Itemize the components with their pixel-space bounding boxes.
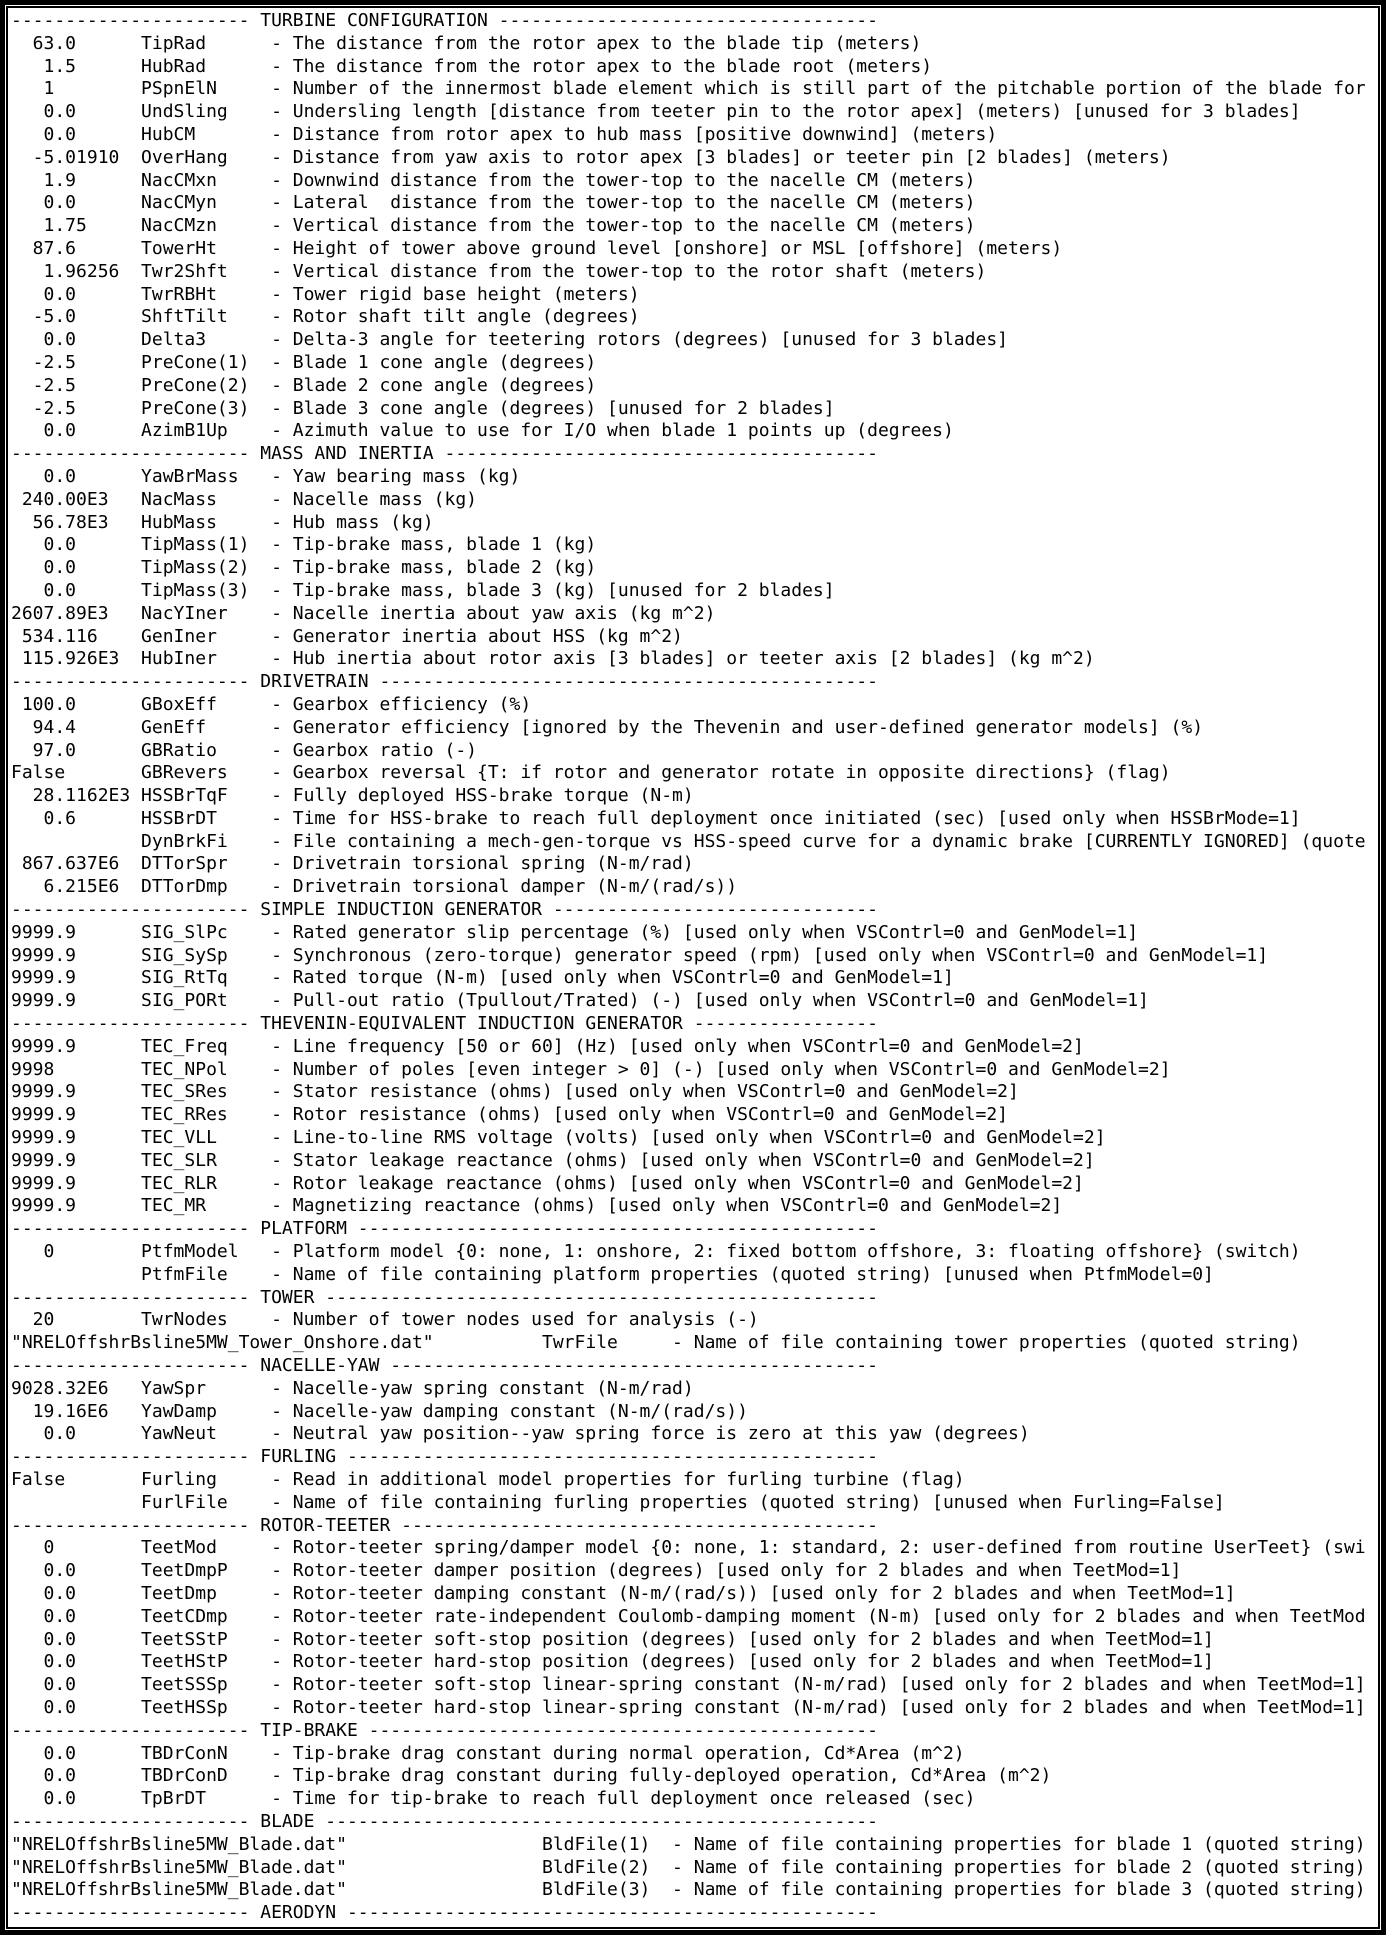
param-line: 240.00E3 NacMass - Nacelle mass (kg) [11,488,477,510]
param-line: 0 TeetMod - Rotor-teeter spring/damper model {0: none, 1: standard, 2: user-defined from routine UserTeet} (swi [11,1537,1366,1559]
param-line: 0.0 TeetCDmp - Rotor-teeter rate-independent Coulomb-damping moment (N-m) [used only for 2 blades and when TeetMod [11,1605,1366,1627]
param-line: "NRELOffshrBsline5MW_Tower_Onshore.dat" TwrFile - Name of file containing tower properties (quoted string) [11,1332,1301,1354]
param-line: 63.0 TipRad - The distance from the rotor apex to the blade tip (meters) [11,32,922,54]
param-line: 1.75 NacCMzn - Vertical distance from the tower-top to the nacelle CM (meters) [11,215,976,237]
section-header-line: ---------------------- SIMPLE INDUCTION GENERATOR ------------------------------ [11,899,878,921]
param-line: 0.0 HubCM - Distance from rotor apex to hub mass [positive downwind] (meters) [11,123,998,145]
param-line: -2.5 PreCone(1) - Blade 1 cone angle (degrees) [11,351,597,373]
param-line: 9999.9 SIG_SlPc - Rated generator slip percentage (%) [used only when VSContrl=0 and GenModel=1] [11,921,1139,943]
section-header-line: ---------------------- DRIVETRAIN ---------------------------------------------- [11,671,878,693]
param-line: "NRELOffshrBsline5MW_Blade.dat" BldFile(3) - Name of file containing properties for blade 3 (quoted string) [11,1879,1366,1901]
param-line: "NRELOffshrBsline5MW_Blade.dat" BldFile(2) - Name of file containing properties for blade 2 (quoted string) [11,1856,1366,1878]
param-line: 28.1162E3 HSSBrTqF - Fully deployed HSS-brake torque (N-m) [11,785,694,807]
param-line: 867.637E6 DTTorSpr - Drivetrain torsional spring (N-m/rad) [11,853,694,875]
param-line: 9999.9 SIG_RtTq - Rated torque (N-m) [used only when VSContrl=0 and GenModel=1] [11,967,954,989]
param-line: 0.0 TpBrDT - Time for tip-brake to reach full deployment once released (sec) [11,1788,976,1810]
param-line: False GBRevers - Gearbox reversal {T: if rotor and generator rotate in opposite directions} (flag) [11,762,1171,784]
param-line: 0.0 TwrRBHt - Tower rigid base height (meters) [11,283,640,305]
param-line: 9999.9 TEC_SRes - Stator resistance (ohms) [used only when VSContrl=0 and GenModel=2] [11,1081,1019,1103]
param-line: 0.0 NacCMyn - Lateral distance from the tower-top to the nacelle CM (meters) [11,192,976,214]
param-line: 0.0 TipMass(2) - Tip-brake mass, blade 2 (kg) [11,557,597,579]
param-line: 0.0 YawNeut - Neutral yaw position--yaw spring force is zero at this yaw (degrees) [11,1423,1030,1445]
param-line: 0.6 HSSBrDT - Time for HSS-brake to reach full deployment once initiated (sec) [used only when HSSBrMode=1] [11,807,1301,829]
param-line: 0.0 UndSling - Undersling length [distance from teeter pin to the rotor apex] (meters) [unused for 3 blades] [11,101,1301,123]
param-line: 0.0 TipMass(1) - Tip-brake mass, blade 1 (kg) [11,534,597,556]
param-line: 9999.9 TEC_VLL - Line-to-line RMS voltage (volts) [used only when VSContrl=0 and GenModel=2] [11,1127,1106,1149]
param-line: 1.5 HubRad - The distance from the rotor apex to the blade root (meters) [11,55,933,77]
param-line: 87.6 TowerHt - Height of tower above ground level [onshore] or MSL [offshore] (meters) [11,237,1063,259]
param-line: "NRELOffshrBsline5MW_Blade.dat" BldFile(1) - Name of file containing properties for blade 1 (quoted string) [11,1833,1366,1855]
param-line: 9999.9 SIG_PORt - Pull-out ratio (Tpullout/Trated) (-) [used only when VSContrl=0 and GenModel=1] [11,990,1149,1012]
param-line: 0.0 Delta3 - Delta-3 angle for teetering rotors (degrees) [unused for 3 blades] [11,329,1008,351]
param-line: 0.0 TBDrConD - Tip-brake drag constant during fully-deployed operation, Cd*Area (m^2) [11,1765,1052,1787]
param-line: PtfmFile - Name of file containing platform properties (quoted string) [unused when PtfmModel=0] [11,1263,1214,1285]
param-line: 0.0 TeetHStP - Rotor-teeter hard-stop position (degrees) [used only for 2 blades and when TeetMod=1] [11,1651,1214,1673]
section-header-line: ---------------------- NACELLE-YAW --------------------------------------------- [11,1355,878,1377]
section-header-line: ---------------------- FURLING ------------------------------------------------- [11,1446,878,1468]
param-line: 115.926E3 HubIner - Hub inertia about rotor axis [3 blades] or teeter axis [2 blades] (kg m^2) [11,648,1095,670]
param-line: 0.0 TeetDmp - Rotor-teeter damping constant (N-m/(rad/s)) [used only for 2 blades and when TeetMod=1] [11,1582,1236,1604]
param-line: 6.215E6 DTTorDmp - Drivetrain torsional damper (N-m/(rad/s)) [11,876,738,898]
param-line: 1.96256 Twr2Shft - Vertical distance from the tower-top to the rotor shaft (meters) [11,260,987,282]
param-line: 9999.9 TEC_RRes - Rotor resistance (ohms) [used only when VSContrl=0 and GenModel=2] [11,1104,1008,1126]
param-line: -2.5 PreCone(2) - Blade 2 cone angle (degrees) [11,374,597,396]
param-line: 0.0 TeetDmpP - Rotor-teeter damper position (degrees) [used only for 2 blades and when TeetMod=1] [11,1560,1182,1582]
section-header-line: ---------------------- MASS AND INERTIA ---------------------------------------- [11,443,878,465]
section-header-line: ---------------------- TURBINE CONFIGURATION ----------------------------------- [11,10,878,31]
param-line: 20 TwrNodes - Number of tower nodes used for analysis (-) [11,1309,759,1331]
param-line: 0.0 TipMass(3) - Tip-brake mass, blade 3 (kg) [unused for 2 blades] [11,579,835,601]
param-line: 0.0 TeetSSSp - Rotor-teeter soft-stop linear-spring constant (N-m/rad) [used only for 2 blades and when TeetMod=1] [11,1674,1366,1696]
file-view-frame [6,6,1380,1929]
param-line: 100.0 GBoxEff - Gearbox efficiency (%) [11,693,532,715]
param-line: 1 PSpnElN - Number of the innermost blade element which is still part of the pitchable portion of the blade for [11,78,1366,100]
section-header-line: ---------------------- ROTOR-TEETER -------------------------------------------- [11,1514,878,1536]
param-line: 9999.9 TEC_Freq - Line frequency [50 or 60] (Hz) [used only when VSContrl=0 and GenModel=2] [11,1035,1084,1057]
param-line: 9999.9 TEC_SLR - Stator leakage reactance (ohms) [used only when VSContrl=0 and GenModel=2] [11,1149,1095,1171]
param-line: 0.0 AzimB1Up - Azimuth value to use for I/O when blade 1 points up (degrees) [11,420,954,442]
param-line: -5.01910 OverHang - Distance from yaw axis to rotor apex [3 blades] or teeter pin [2 blades] (meters) [11,146,1171,168]
param-line: 2607.89E3 NacYIner - Nacelle inertia about yaw axis (kg m^2) [11,602,716,624]
param-line: 19.16E6 YawDamp - Nacelle-yaw damping constant (N-m/(rad/s)) [11,1400,748,1422]
param-line: 9999.9 TEC_MR - Magnetizing reactance (ohms) [used only when VSContrl=0 and GenModel=2] [11,1195,1063,1217]
param-line: 1.9 NacCMxn - Downwind distance from the tower-top to the nacelle CM (meters) [11,169,976,191]
param-line: 9999.9 SIG_SySp - Synchronous (zero-torque) generator speed (rpm) [used only when VSContrl=0 and GenModel=1] [11,944,1269,966]
param-line: 97.0 GBRatio - Gearbox ratio (-) [11,739,477,761]
section-header-line: ---------------------- TOWER --------------------------------------------------- [11,1286,878,1308]
file-content[interactable] [11,10,1378,1925]
section-header-line: ---------------------- PLATFORM ------------------------------------------------ [11,1218,878,1240]
param-line: 0.0 TBDrConN - Tip-brake drag constant during normal operation, Cd*Area (m^2) [11,1742,965,1764]
param-line: False Furling - Read in additional model properties for furling turbine (flag) [11,1469,965,1490]
param-line: -2.5 PreCone(3) - Blade 3 cone angle (degrees) [unused for 2 blades] [11,397,835,419]
param-line: 9998 TEC_NPol - Number of poles [even integer > 0] (-) [used only when VSContrl=0 and GenModel=2] [11,1058,1171,1080]
param-line: 534.116 GenIner - Generator inertia about HSS (kg m^2) [11,625,683,647]
param-line: -5.0 ShftTilt - Rotor shaft tilt angle (degrees) [11,306,640,328]
section-header-line: ---------------------- THEVENIN-EQUIVALENT INDUCTION GENERATOR ----------------- [11,1013,878,1035]
section-header-line: ---------------------- TIP-BRAKE ----------------------------------------------- [11,1719,878,1741]
param-line: FurlFile - Name of file containing furling properties (quoted string) [unused when Furling=False] [11,1491,1225,1513]
section-header-line: ---------------------- BLADE --------------------------------------------------- [11,1810,878,1832]
param-line: 0.0 YawBrMass - Yaw bearing mass (kg) [11,465,521,487]
param-line: 9028.32E6 YawSpr - Nacelle-yaw spring constant (N-m/rad) [11,1377,694,1399]
param-line: 9999.9 TEC_RLR - Rotor leakage reactance (ohms) [used only when VSContrl=0 and GenModel=2] [11,1172,1084,1194]
param-line: 0.0 TeetHSSp - Rotor-teeter hard-stop linear-spring constant (N-m/rad) [used only for 2 blades and when TeetMod=1] [11,1696,1366,1718]
param-line: 0.0 TeetSStP - Rotor-teeter soft-stop position (degrees) [used only for 2 blades and when TeetMod=1] [11,1628,1214,1650]
section-header-line: ---------------------- AERODYN ------------------------------------------------- [11,1902,878,1924]
param-line: DynBrkFi - File containing a mech-gen-torque vs HSS-speed curve for a dynamic brake [CURRENTLY IGNORED] (quote [11,830,1366,852]
param-line: 94.4 GenEff - Generator efficiency [ignored by the Thevenin and user-defined generator models] (%) [11,716,1204,738]
param-line: 0 PtfmModel - Platform model {0: none, 1: onshore, 2: fixed bottom offshore, 3: floating offshore} (switch) [11,1241,1301,1263]
param-line: 56.78E3 HubMass - Hub mass (kg) [11,511,434,533]
